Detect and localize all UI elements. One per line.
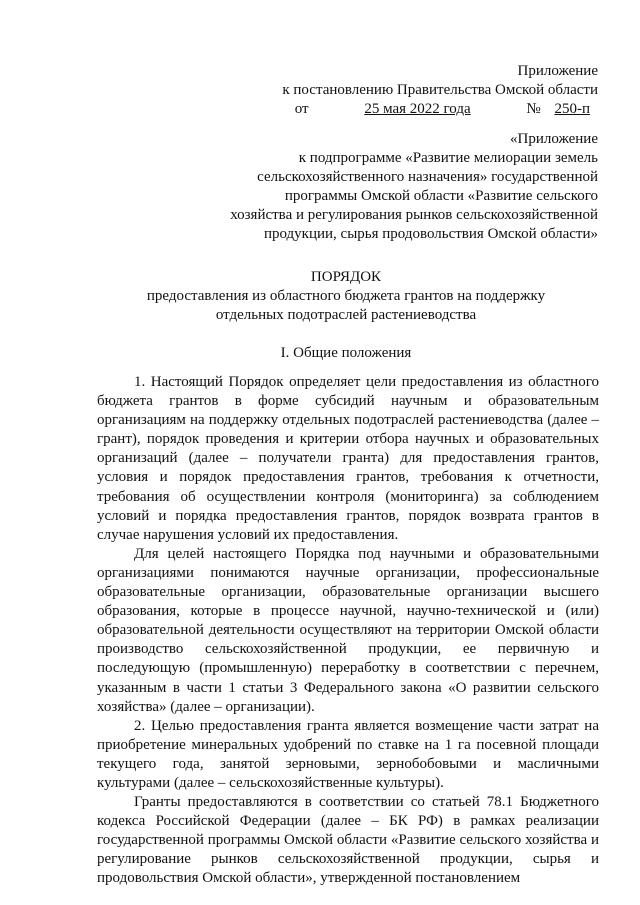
title-heading: ПОРЯДОК xyxy=(310,269,382,285)
paragraph: Гранты предоставляются в соответствии со статьей 78.1 Бюджетного кодекса Российской Федерации (далее – БК РФ) в рамках реализации государственной программы Омской области «Развитие сельского хозяйства и регулирование рынков сельскохозяйственной продукции, сырья и продовольствия Омской области», утвержденной постановлением xyxy=(97,794,599,887)
subprogram-line: хозяйства и регулирования рынков сельскохозяйственной xyxy=(230,207,598,223)
number-sign: № xyxy=(526,101,541,117)
resolution-number: 250-п xyxy=(554,101,590,117)
subprogram-line: сельскохозяйственного назначения» государственной xyxy=(257,169,598,185)
paragraph: Для целей настоящего Порядка под научными и образовательными организациями понимаются научные организации, профессиональные образовательные организации, образовательные организации высшего образования, которые в процессе научной, научно-технической и (или) образовательной деятельности осуществляют на территории Омской области производство сельскохозяйственной продукции, ее первичную и последующую (промышленную) переработку в соответствии с перечнем, указанным в части 1 статьи 3 Федерального закона «О развитии сельского хозяйства» (далее – организации). xyxy=(97,545,599,715)
paragraph: 2. Целью предоставления гранта является возмещение части затрат на приобретение минеральных удобрений по ставке на 1 га посевной площади текущего года, занятой зерновыми, зернобобовыми и масличными культурами (далее – сельскохозяйственные культуры). xyxy=(97,717,599,791)
subprogram-attachment-header xyxy=(230,130,598,244)
subprogram-line: к подпрограмме «Развитие мелиорации земель xyxy=(298,150,598,166)
attachment-label: Приложение xyxy=(517,63,598,79)
subprogram-line: «Приложение xyxy=(509,131,598,147)
document-title xyxy=(96,268,596,325)
title-subtitle-line: предоставления из областного бюджета грантов на поддержку xyxy=(146,288,546,304)
title-subtitle-line: отдельных подотраслей растениеводства xyxy=(215,307,477,323)
document-body xyxy=(97,373,599,889)
subprogram-line: продукции, сырья продовольствия Омской области» xyxy=(263,226,598,242)
resolution-reference: к постановлению Правительства Омской области xyxy=(282,82,598,98)
resolution-date: 25 мая 2022 года xyxy=(364,101,471,117)
resolution-attachment-header xyxy=(282,62,598,119)
resolution-date-line xyxy=(282,100,598,119)
paragraph: 1. Настоящий Порядок определяет цели предоставления из областного бюджета грантов в форме субсидий научным и образовательным организациям на поддержку отдельных подотраслей растениеводства (далее – грант), порядок проведения и критерии отбора научных и образовательных организаций (далее – получатели гранта) для предоставления грантов, условия и порядок предоставления грантов, требования к отчетности, требования об осуществлении контроля (мониторинга) за соблюдением условий и порядка предоставления грантов, порядок возврата грантов в случае нарушения условий их предоставления. xyxy=(97,374,599,543)
date-prefix: от xyxy=(294,101,309,117)
subprogram-line: программы Омской области «Развитие сельского xyxy=(284,188,598,204)
section-heading: I. Общие положения xyxy=(280,345,412,361)
